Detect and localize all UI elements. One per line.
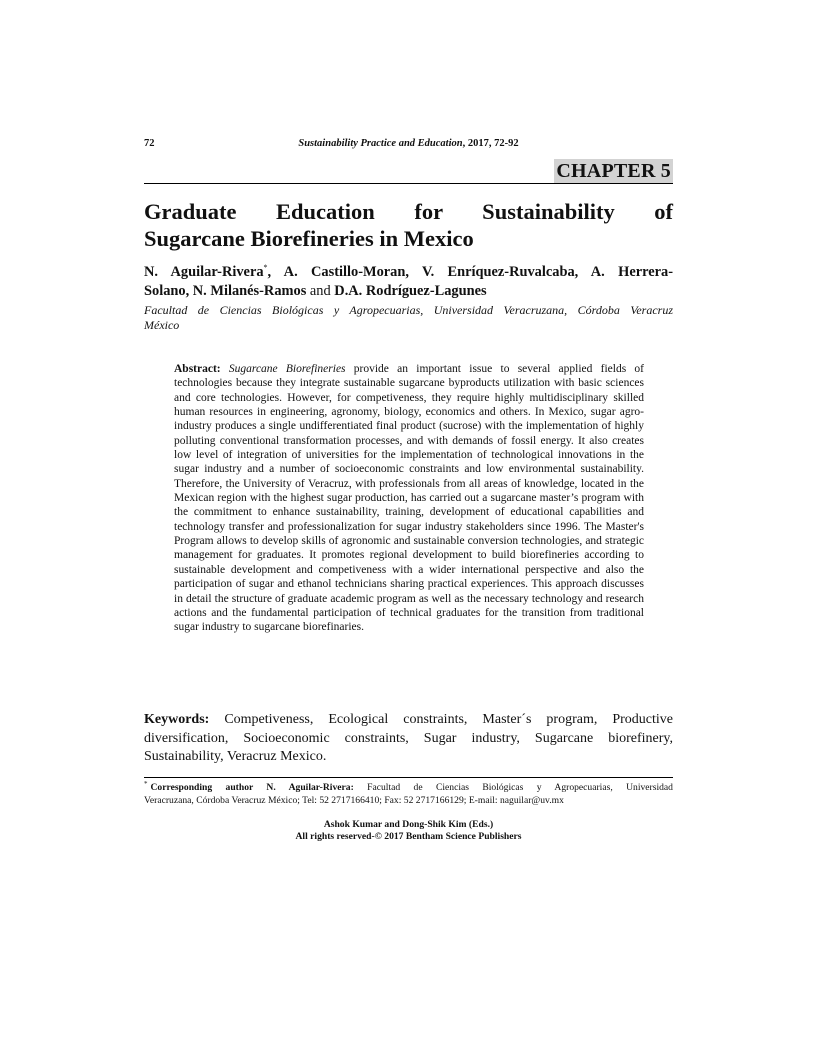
first-author: N. Aguilar-Rivera: [144, 264, 264, 280]
keywords-label: Keywords:: [144, 712, 210, 727]
journal-citation: [144, 138, 673, 149]
authors-line-2: [144, 282, 673, 301]
footnote-mark: *: [144, 779, 148, 788]
affiliation-line-1: Facultad de Ciencias Biológicas y Agropecuarias, Universidad Veracruzana, Córdoba Veracruz: [144, 303, 673, 317]
corresponding-author-footnote: [144, 777, 673, 807]
author-list: [144, 263, 673, 301]
page-number: 72: [144, 138, 155, 149]
footnote-line-2: Veracruzana, Córdoba Veracruz México; Tel: 52 2717166410; Fax: 52 2717166129; E-mail: naguilar@uv.mx: [144, 795, 564, 806]
abstract: [174, 362, 644, 635]
abstract-emphasis: Sugarcane Biorefineries: [228, 363, 346, 375]
footnote-line-1-rest: Facultad de Ciencias Biológicas y Agropecuarias, Universidad: [353, 782, 673, 793]
abstract-body: provide an important issue to several applied fields of technologies because they integrate sustainable sugarcane byproducts utilization with basic sciences and core technologies. However, for competiveness, they require highly multidisciplinary skilled human resources in engineering, agronomy, biology, economics and others. In Mexico, sugar agro-industry produces a single undifferentiated final product (sucrose) with the implementation of highly polluting conventional transformation processes, and with demands of fossil energy. It also creates low level of integration of universities for the implementation of technological innovations in the sugar industry and a number of socioeconomic constraints and low environmental sustainability. Therefore, the University of Veracruz, with professionals from all areas of knowledge, located in the Mexican region with the highest sugar production, has carried out a sugarcane master’s program with the commitment to enhance sustainability, training, development of educational capabilities and technology transfer and professionalization for sugar industry stakeholders since 1996. The Master's Program allows to develop skills of agronomic and sustainable conversion technologies, and strategic management for graduates. It promotes regional development to build biorefineries according to sustainable development and competiveness with a wider international perspective and also the participation of sugar and ethanol technicians sharing practical experiences. This approach discusses in detail the structure of graduate academic program as well as the necessary technology and research actions and the fundamental participation of technical graduates for the transition from traditional sugar industry to sugarcane biorefinaries.: [174, 363, 645, 634]
keywords-text: Competiveness, Ecological constraints, Master´s program, Productive diversification, Socioeconomic constraints, Sugar industry, Sugarcane biorefinery, Sustainability, Veracruz Mexico.: [144, 712, 673, 764]
editors: Ashok Kumar and Dong-Shik Kim (Eds.): [323, 819, 494, 830]
chapter-label: CHAPTER 5: [556, 160, 671, 182]
abstract-label: Abstract:: [174, 363, 221, 375]
chapter-rule: [144, 159, 673, 184]
affiliation-line-2: México: [144, 318, 180, 332]
corresponding-mark: *: [263, 263, 268, 273]
authors-line-1: [144, 263, 673, 282]
title-line-2: Sugarcane Biorefineries in Mexico: [144, 226, 474, 251]
footnote-label: Corresponding author N. Aguilar-Rivera:: [150, 782, 354, 793]
title-line-1: Graduate Education for Sustainability of: [144, 199, 673, 224]
last-author: D.A. Rodríguez-Lagunes: [334, 283, 487, 299]
authors-line-2-main: Solano, N. Milanés-Ramos: [144, 283, 307, 299]
footnote-line-1: [144, 781, 673, 794]
authors-conjunction: and: [306, 283, 335, 299]
keywords: [144, 711, 673, 767]
chapter-title: [144, 198, 673, 252]
affiliation: [144, 303, 673, 333]
journal-name: Sustainability Practice and Education: [298, 138, 463, 149]
publisher-block: [144, 819, 673, 843]
journal-details: , 2017, 72-92: [462, 138, 519, 149]
copyright: All rights reserved-© 2017 Bentham Science Publishers: [295, 831, 522, 842]
authors-line-1-rest: , A. Castillo-Moran, V. Enríquez-Ruvalcaba, A. Herrera-: [267, 264, 673, 280]
running-header: [144, 138, 673, 152]
